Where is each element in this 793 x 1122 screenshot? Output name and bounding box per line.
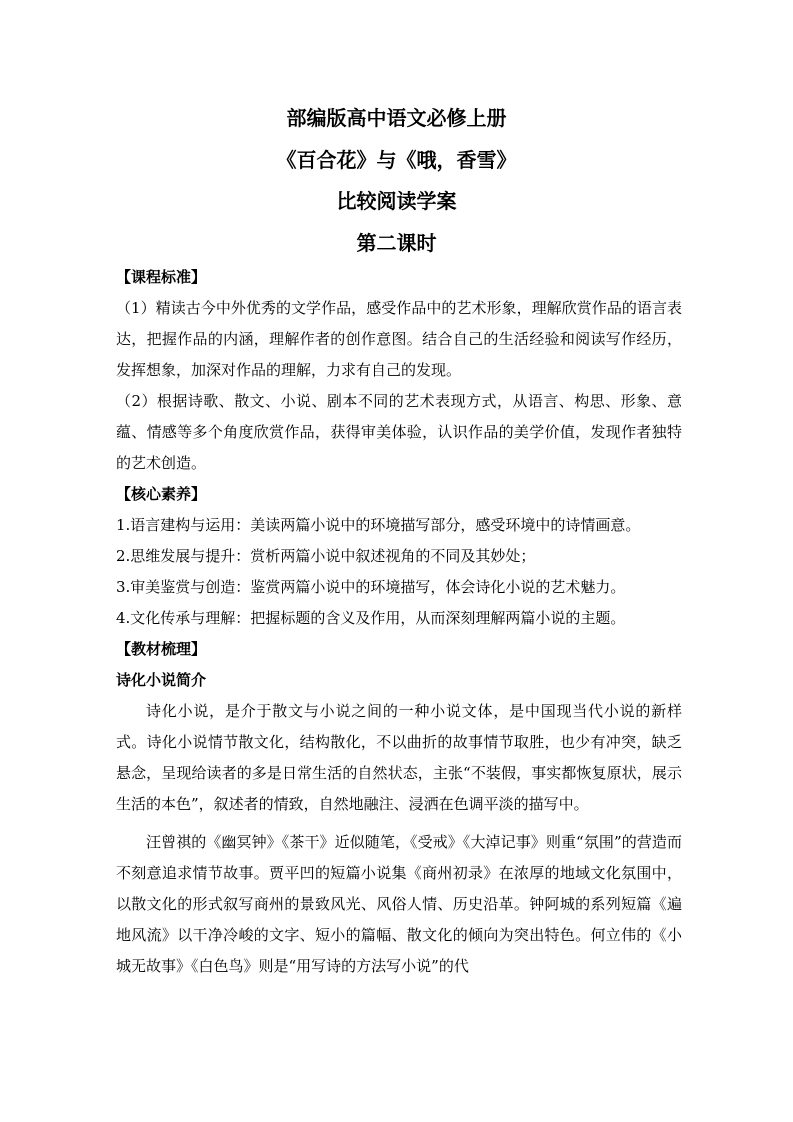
core-literacy-item-1: 1.语言建构与运用：美读两篇小说中的环境描写部分，感受环境中的诗情画意。	[116, 516, 641, 534]
core-literacy-item-4: 4.文化传承与理解：把握标题的含义及作用，从而深刻理解两篇小说的主题。	[116, 609, 626, 627]
document-subtitle-type: 比较阅读学案	[336, 189, 457, 213]
section-heading-core-literacy: 【核心素养】	[116, 485, 207, 503]
core-literacy-item-2: 2.思维发展与提升：赏析两篇小说中叙述视角的不同及其妙处；	[116, 547, 536, 565]
review-paragraph-1: 诗化小说，是介于散文与小说之间的一种小说文体，是中国现当代小说的新样式。诗化小说情节散文化，结构散化，不以曲折的故事情节取胜，也少有冲突，缺乏悬念，呈现给读者的多是日常生活的自然状态，主张“不装假，事实都恢复原状，展示生活的本色”，叙述者的情致，自然地融注、浸洒在色调平淡的描写中。	[116, 702, 682, 813]
core-literacy-item-3: 3.审美鉴赏与创造：鉴赏两篇小说中的环境描写，体会诗化小说的艺术魅力。	[116, 578, 626, 596]
paragraph-gap	[116, 820, 682, 827]
course-standard-item-2: （2）根据诗歌、散文、小说、剧本不同的艺术表现方式，从语言、构思、形象、意蕴、情感等多个角度欣赏作品，获得审美体验，认识作品的美学价值，发现作者独特的艺术创造。	[116, 392, 682, 472]
document-subtitle-lesson: 第二课时	[356, 231, 437, 255]
subheading-poetic-novel-intro: 诗化小说简介	[116, 671, 207, 689]
course-standard-item-1: （1）精读古今中外优秀的文学作品，感受作品中的艺术形象，理解欣赏作品的语言表达，把握作品的内涵，理解作者的创作意图。结合自己的生活经验和阅读写作经历，发挥想象，加深对作品的理解，力求有自己的发现。	[116, 299, 682, 379]
review-paragraph-2: 汪曾祺的《幽冥钟》《茶干》近似随笔，《受戒》《大淖记事》则重“氛围”的营造而不刻意追求情节故事。贾平凹的短篇小说集《商州初录》在浓厚的地域文化氛围中，以散文化的形式叙写商州的景致风光、风俗人情、历史沿革。钟阿城的系列短篇《遍地风流》以干净冷峻的文字、短小的篇幅、散文化的倾向为突出特色。何立伟的《小城无故事》《白色鸟》则是“用写诗的方法写小说”的代	[116, 833, 682, 975]
document-subtitle-works: 《百合花》与《哦，香雪》	[276, 148, 517, 172]
section-heading-course-standard: 【课程标准】	[116, 268, 207, 286]
document-title: 部编版高中语文必修上册	[286, 106, 507, 130]
section-heading-textbook-review: 【教材梳理】	[116, 640, 207, 658]
document-body	[116, 262, 682, 982]
